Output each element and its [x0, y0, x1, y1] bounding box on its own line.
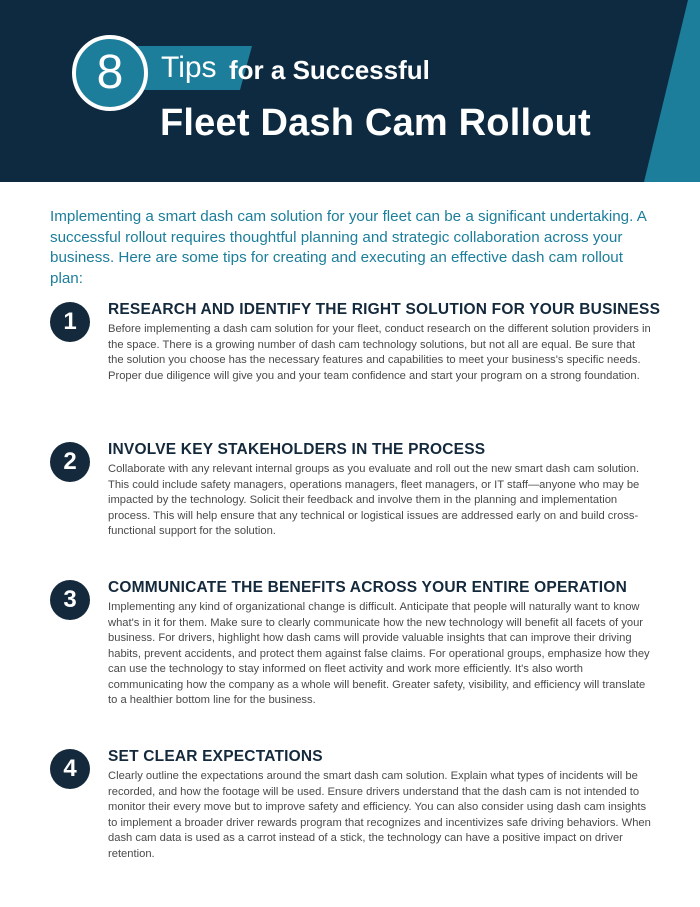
tip-number-badge: 2 — [50, 442, 90, 482]
tip-body: Clearly outline the expectations around the smart dash cam solution. Explain what types of incidents will be recorded, and how the footage will be used. Ensure drivers understand that the dash cam is not intended to monitor their every move but to improve safety and efficiency. You can also consider using dash cam insights to implement a broader driver rewards program that recognizes and incentivizes safe driving behaviors. When dash cam data is used as a carrot instead of a stick, the technology can have a positive impact on driver retention. — [108, 770, 651, 860]
tip-number-badge: 4 — [50, 749, 90, 789]
tip-title: INVOLVE KEY STAKEHOLDERS IN THE PROCESS — [108, 441, 486, 458]
header-accent-stripe — [644, 0, 700, 182]
tips-word: Tips — [161, 51, 217, 84]
subtitle: for a Successful — [229, 55, 430, 85]
tip-number-badge: 3 — [50, 580, 90, 620]
header-banner — [0, 0, 700, 182]
tip-title: RESEARCH AND IDENTIFY THE RIGHT SOLUTION FOR YOUR BUSINESS — [108, 301, 661, 318]
intro-paragraph: Implementing a smart dash cam solution for your fleet can be a significant undertaking. A successful rollout requires thoughtful planning and strategic collaboration across your business. Here are some tips for creating and executing an effective dash cam rollout plan: — [50, 208, 647, 287]
tip-number-badge: 1 — [50, 302, 90, 342]
tip-title: SET CLEAR EXPECTATIONS — [108, 748, 323, 765]
tip-body: Before implementing a dash cam solution for your fleet, conduct research on the different solution providers in the space. There is a growing number of dash cam technology solutions, but not all are equal. Be sure that the solution you choose has the necessary features and capabilities to meet your business's specific needs. Proper due diligence will give you and your team confidence and start your program on a strong foundation. — [108, 323, 651, 382]
tip-title: COMMUNICATE THE BENEFITS ACROSS YOUR ENTIRE OPERATION — [108, 579, 627, 596]
page-title: Fleet Dash Cam Rollout — [160, 102, 591, 144]
tip-count-badge: 8 — [72, 35, 148, 111]
tip-body: Collaborate with any relevant internal groups as you evaluate and roll out the new smart dash cam solution. This could include safety managers, operations managers, fleet managers, or IT staff—anyone who may be impacted by the technology. Solicit their feedback and involve them in the planning and implementation process. This will help ensure that any technical or logistical issues are addressed early on and build cross-functional support for the solution. — [108, 463, 640, 537]
tip-body: Implementing any kind of organizational change is difficult. Anticipate that people will naturally want to know what's in it for them. Make sure to clearly communicate how the new technology will benefit all facets of your business. For drivers, highlight how dash cams will provide valuable insights that can improve their driving habits, prevent accidents, and protect them against false claims. For operational groups, emphasize how they can use the technology to stay informed on fleet activity and work more efficiently. It's also worth communicating how the company as a whole will benefit. Greater safety, visibility, and efficiency will translate to a healthier bottom line for the business. — [108, 601, 650, 706]
